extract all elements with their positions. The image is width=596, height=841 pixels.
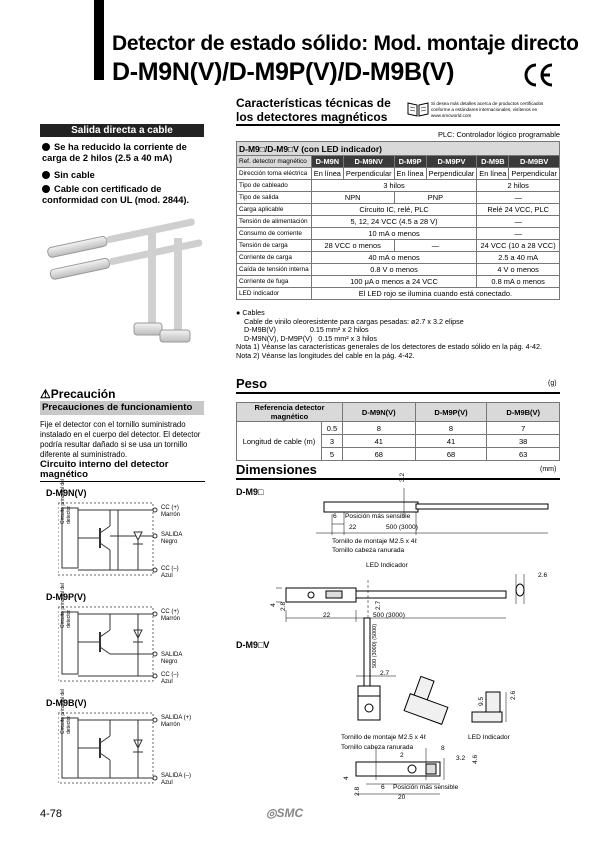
caution-bar: Precauciones de funcionamiento [40,401,204,415]
dim-value: 9.5 [478,696,485,706]
page-title: Detector de estado sólido: Mod. montaje directo [112,32,579,55]
weight-table [236,402,560,461]
dim-label: LED Indicador [366,562,408,569]
brand-logo: ◎SMC [266,806,304,820]
certification-note: Si desea más detalles acerca de productos certificados conforme a estándares internacionales, visítenos en www.smcworld.com [431,101,544,118]
dim-value: 3.2 [399,472,406,482]
page-subtitle-models: D-M9N(V)/D-M9P(V)/D-M9B(V) [112,58,455,86]
table-row: Tensión de alimentación 5, 12, 24 VCC (4.5 a 28 V) — [237,216,560,228]
feature-bullet: Se ha reducido la corriente de carga de 2 hilos (2.5 a 40 mA) [42,142,187,163]
dim-value: 500 (3000) [386,524,418,531]
dim-value: 22 [323,612,331,619]
ce-mark-icon [522,62,556,88]
weight-unit: (g) [548,380,557,387]
book-icon [407,101,429,117]
plc-note: PLC: Controlador lógico programable [437,130,560,139]
m9-label: D-M9□ [236,487,264,497]
pin-labels: CC (–) Azul [161,566,179,579]
dim-value: 22 [349,524,357,531]
table-row: Corriente de carga 40 mA o menos 2.5 a 40 mA [237,252,560,264]
m9v-label: D-M9□V [236,640,270,650]
table-row: Ref. detector magnético D-M9N D-M9NV D-M9P D-M9PV D-M9B D-M9BV [237,156,560,168]
dim-value: 8 [441,745,445,752]
circuit-diagram-m9p [58,604,204,689]
dim-label: Tornillo cabeza ranurada [341,744,414,751]
dim-label: Posición más sensible [345,513,411,520]
feature-bullet: Sin cable [42,170,95,181]
spec-notes: ● Cables Cable de vinilo oleoresistente para cargas pesadas: ø2.7 x 3.2 elipse D-M9B(V) 0.15 mm² x 2 hilos D-M9N(V), D-M9P(V) 0.15 mm² x 3 hilos Nota 1) Véanse las características generales de los detectores de estado sólido en la pág. 4-42. Nota 2) Véanse las longitudes del cable en la pág. 4-42. [236,308,543,360]
dim-value: 4 [343,776,350,780]
dim-value: 2 [400,752,404,759]
product-photo [36,208,206,358]
weight-heading: Peso [236,376,268,391]
table-row: Dirección toma eléctrica En línea Perpendicular En línea Perpendicular En línea Perpendicular [237,168,560,180]
dim-value: 500 (3000) [373,612,405,619]
dim-label: LED Indicador [468,734,510,741]
dim-value: 2.6 [538,572,548,579]
dim-label: Tornillo cabeza ranurada [332,547,405,554]
dim-value: 2.7 [375,600,382,610]
circuit-model-label: D-M9N(V) [46,488,87,498]
pin-labels: SALIDA Negro [161,652,183,665]
pin-labels: CC (–) Azul [161,672,179,685]
dim-value: 2.8 [280,601,287,611]
circuit-model-label: D-M9P(V) [46,592,86,602]
pin-labels: CC (+) Marrón [161,505,181,518]
header-black-bar [94,0,104,80]
caution-text: Fije el detector con el tornillo suministrado instalado en el cuerpo del detector. El detector podría resultar dañado si se usa un tornillo diferente al suministrado. [40,420,201,459]
caution-title: ⚠Precaución [40,387,116,401]
dim-value: 6 [333,513,337,520]
spec-heading: Características técnicas de los detectores magnéticos [236,96,391,124]
divider [236,392,560,394]
dimensions-heading: Dimensiones [236,462,317,477]
circuit-inner-label: Circuito principal del detector [60,582,72,628]
dim-value: 4 [270,603,277,607]
smc-logo-icon: ◎ [266,806,277,820]
divider [236,124,560,126]
circuit-inner-label: Circuito principal del detector [60,688,72,734]
dim-value: 20 [398,794,406,801]
dim-value: 2.6 [510,690,517,700]
circuit-title: Circuito interno del detector magnético [40,459,169,480]
dim-label: Posición más sensible [393,784,459,791]
dim-value: 2.7 [380,670,390,677]
pin-labels: SALIDA Negro [161,532,183,545]
pin-labels: SALIDA (–) Azul [161,773,192,786]
dimensions-unit: (mm) [540,466,557,473]
dim-value: 6 [381,784,385,791]
table-row: Caída de tensión interna 0.8 V o menos 4 V o menos [237,264,560,276]
table-row: Consumo de corriente 10 mA o menos — [237,228,560,240]
table-row: Corriente de fuga 100 μA o menos a 24 VCC 0.8 mA o menos [237,276,560,288]
feature-bullet: Cable con certificado de conformidad con UL (mod. 2844). [42,184,190,205]
table-row: Carga aplicable Circuito IC, relé, PLC Relé 24 VCC, PLC [237,204,560,216]
pin-labels: SALIDA (+) Marrón [161,715,192,728]
dim-value: 4.6 [472,754,479,764]
spec-table-title: D-M9□/D-M9□V (con LED indicador) [237,142,560,156]
circuit-model-label: D-M9B(V) [46,698,87,708]
dim-value: 3.2 [456,755,466,762]
table-row: 3 41 41 38 [237,435,560,448]
table-row: LED indicador El LED rojo se ilumina cuando está conectado. [237,288,560,300]
table-row: Tipo de salida NPN PNP — [237,192,560,204]
dim-label: Tornillo de montaje M2.5 x 4ℓ [332,538,417,545]
page-number: 4-78 [40,808,63,820]
table-row: Tipo de cableado 3 hilos 2 hilos [237,180,560,192]
table-row: Tensión de carga 28 VCC o menos — 24 VCC (10 a 28 VCC) [237,240,560,252]
dim-label: Tornillo de montaje M2.5 x 4ℓ [341,734,426,741]
table-row: Referencia detector magnético D-M9N(V) D-M9P(V) D-M9B(V) [237,403,560,422]
warning-icon: ⚠ [40,387,51,401]
dim-value: 2.8 [354,786,361,796]
circuit-inner-label: Circuito principal del detector [60,478,72,524]
table-row: 5 68 68 63 [237,448,560,461]
table-row: Longitud de cable (m) 0.5 8 8 7 [237,422,560,435]
spec-table [236,141,560,300]
direct-cable-bar: Salida directa a cable [40,124,204,137]
pin-labels: CC (+) Marrón [161,609,181,622]
dim-value: 500 (3000) (5000) [372,623,378,668]
